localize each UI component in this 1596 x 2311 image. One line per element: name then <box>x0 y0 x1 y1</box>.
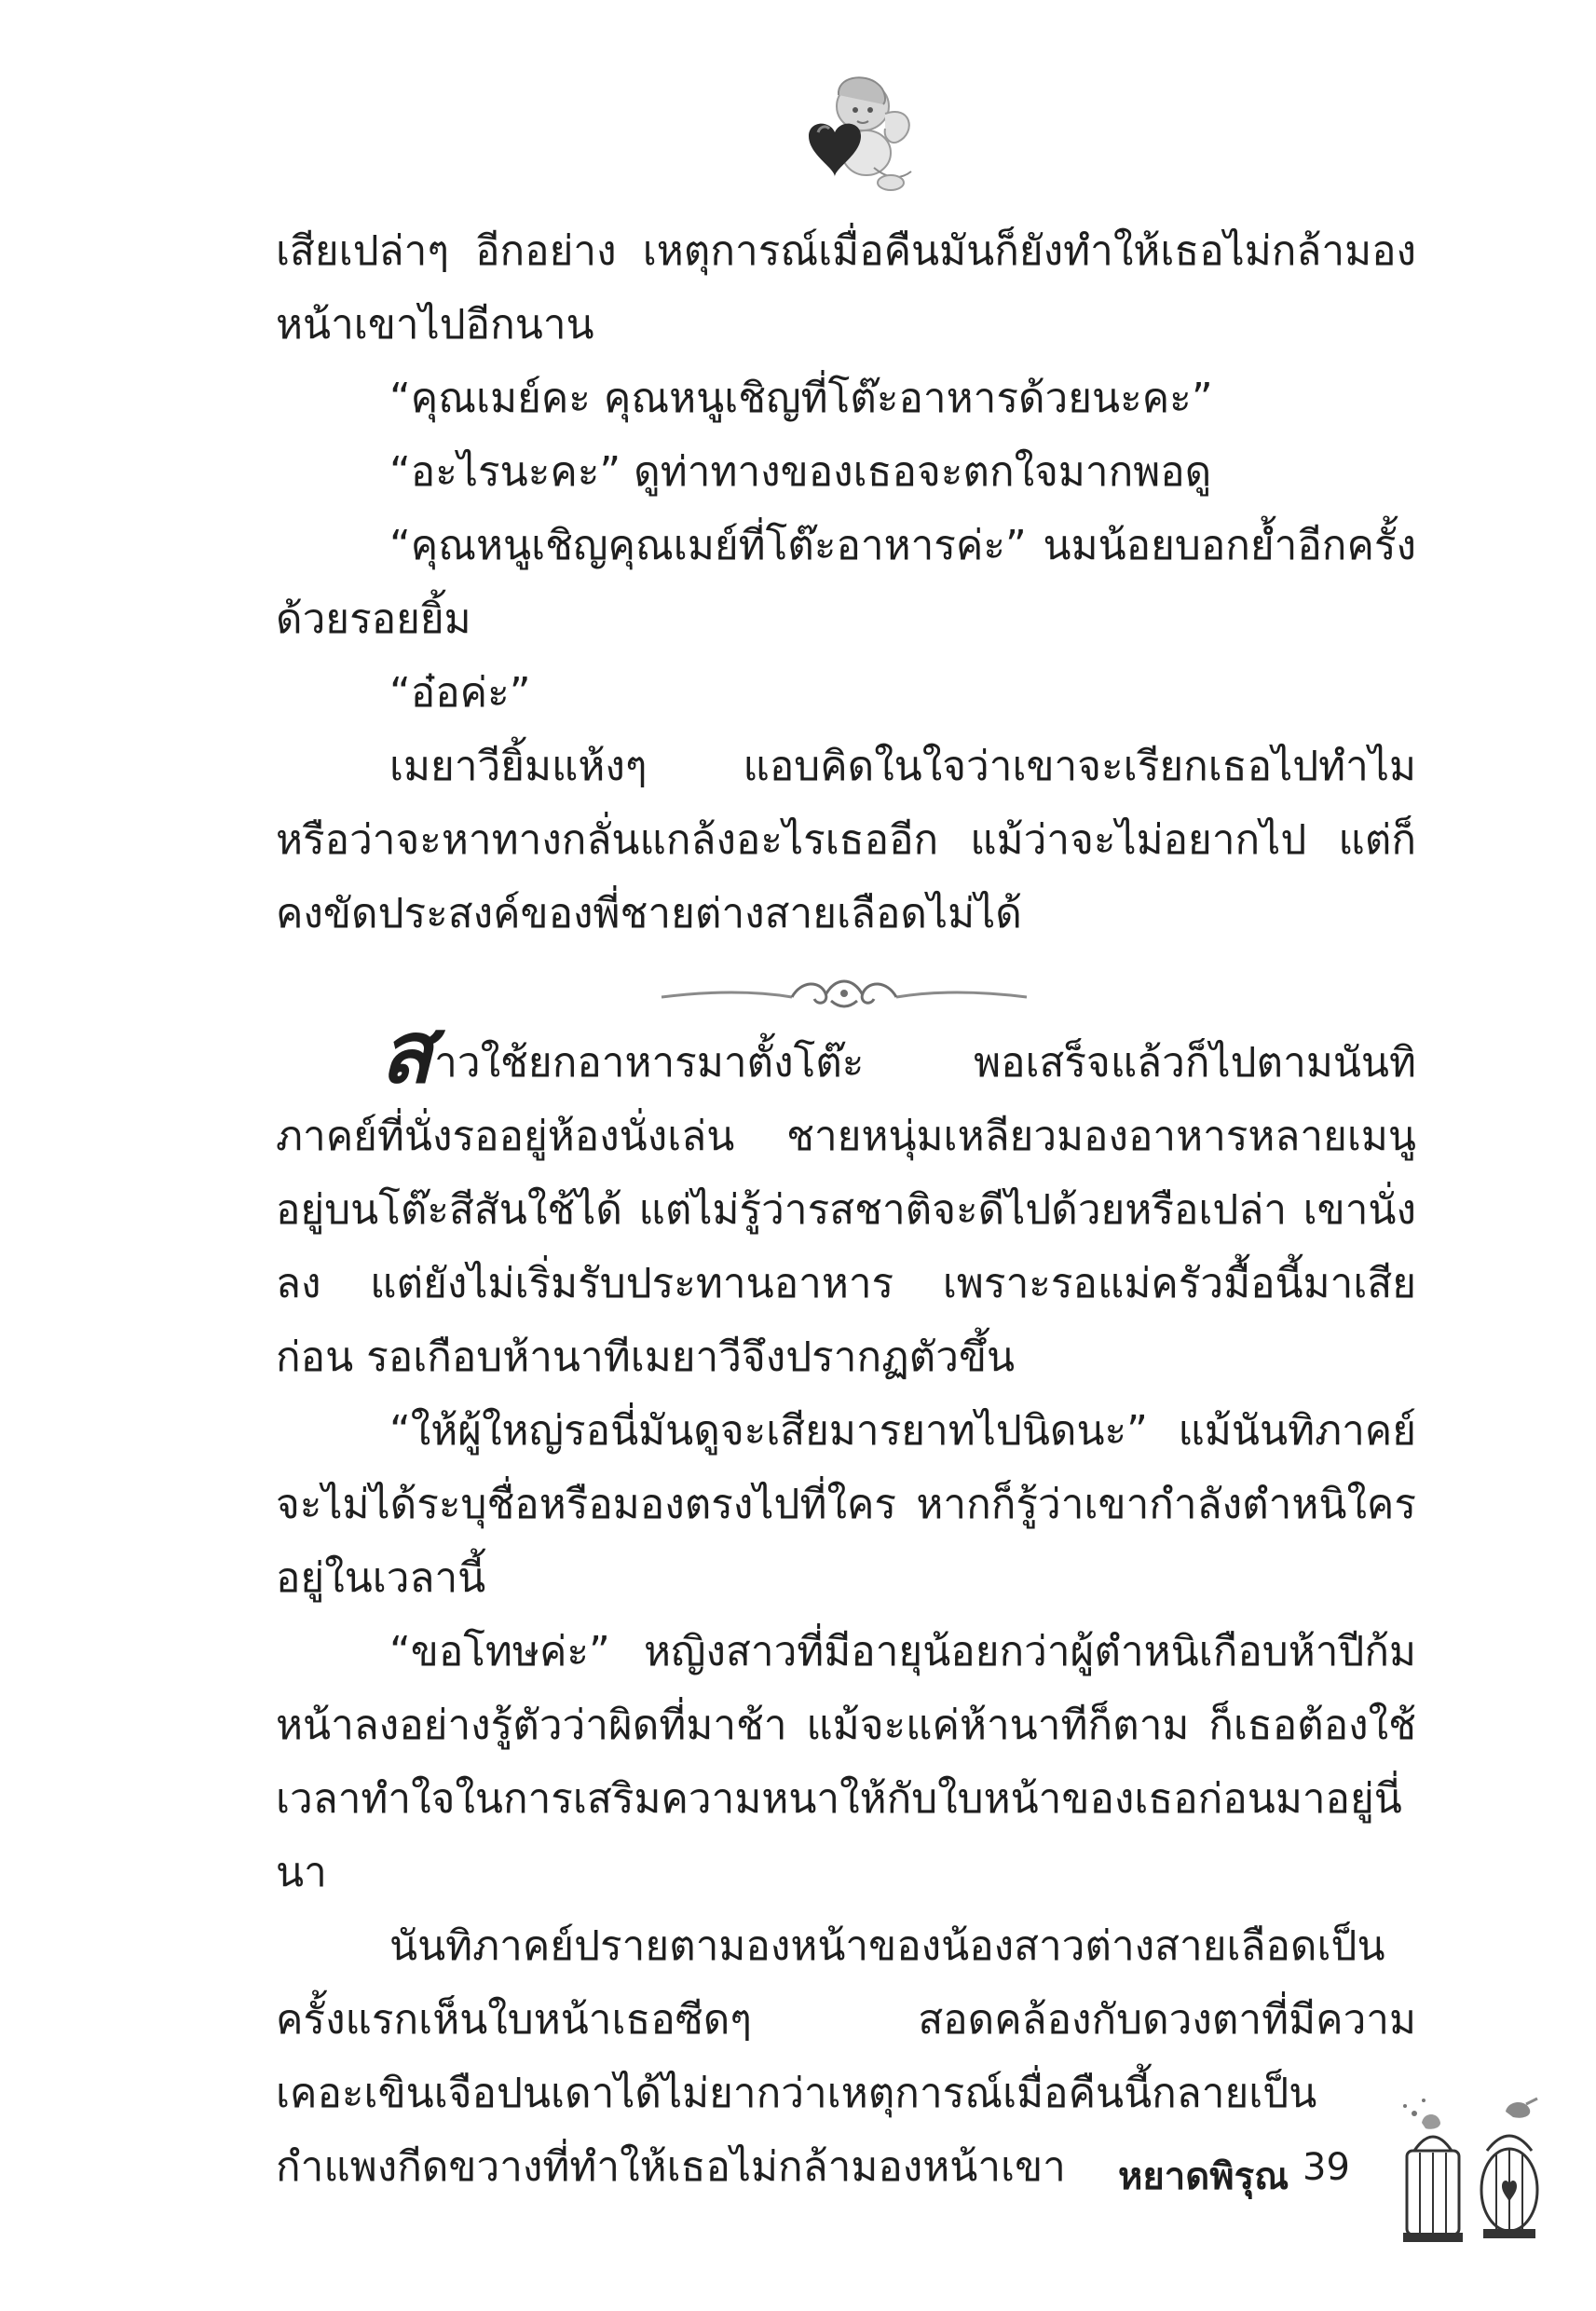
text-block-top <box>276 214 1416 950</box>
paragraph-with-dropcap <box>276 1003 1416 1394</box>
paragraph: “คุณหนูเชิญคุณเมย์ที่โต๊ะอาหารค่ะ” นมน้อยบอกย้ำอีกครั้งด้วยรอยยิ้ม <box>276 522 1416 643</box>
paragraph: “คุณเมย์คะ คุณหนูเชิญที่โต๊ะอาหารด้วยนะคะ” <box>389 375 1213 422</box>
paragraph: “อ๋อค่ะ” <box>389 669 531 717</box>
paragraph: เสียเปล่าๆ อีกอย่าง เหตุการณ์เมื่อคืนมันก็ยังทำให้เธอไม่กล้ามองหน้าเขาไปอีกนาน <box>276 227 1416 349</box>
page-number: 39 <box>1303 2146 1350 2189</box>
birdcage-icon <box>1386 2085 1554 2263</box>
paragraph-rest: าวใช้ยกอาหารมาตั้งโต๊ะ พอเสร็จแล้วก็ไปตามนันทิภาคย์ที่นั่งรออยู่ห้องนั่งเล่น ชายหนุ่มเหลียวมองอาหารหลายเมนูอยู่บนโต๊ะสีสันใช้ได้ แต่ไม่รู้ว่ารสชาติจะดีไปด้วยหรือเปล่า เขานั่งลง แต่ยังไม่เริ่มรับประทานอาหาร เพราะรอแม่ครัวมื้อนี้มาเสียก่อน รอเกือบห้านาทีเมยาวีจึงปรากฏตัวขึ้น <box>276 1039 1416 1381</box>
paragraph: เมยาวียิ้มแห้งๆ แอบคิดในใจว่าเขาจะเรียกเธอไปทำไม หรือว่าจะหาทางกลั่นแกล้งอะไรเธออีก แม้ว่าจะไม่อยากไป แต่ก็คงขัดประสงค์ของพี่ชายต่างสายเลือดไม่ได้ <box>276 743 1416 937</box>
flourish-divider-icon <box>652 969 1036 1021</box>
cupid-heart-icon <box>781 67 921 198</box>
footer-book-title: หยาดพิรุณ <box>1118 2155 1289 2198</box>
paragraph: “อะไรนะคะ” ดูท่าทางของเธอจะตกใจมากพอดู <box>389 448 1212 496</box>
drop-cap: ส <box>380 1003 433 1102</box>
paragraph: “ให้ผู้ใหญ่รอนี่มันดูจะเสียมารยาทไปนิดนะ” แม้นันทิภาคย์จะไม่ได้ระบุชื่อหรือมองตรงไปที่ใคร หากก็รู้ว่าเขากำลังตำหนิใครอยู่ในเวลานี้ <box>276 1407 1416 1602</box>
text-block-bottom <box>276 1003 1416 2204</box>
paragraph: “ขอโทษค่ะ” หญิงสาวที่มีอายุน้อยกว่าผู้ตำหนิเกือบห้าปีก้มหน้าลงอย่างรู้ตัวว่าผิดที่มาช้า แม้จะแค่ห้านาทีก็ตาม ก็เธอต้องใช้เวลาทำใจในการเสริมความหนาให้กับใบหน้าของเธอก่อนมาอยู่นี่นา <box>276 1628 1416 1896</box>
paragraph: นันทิภาคย์ปรายตามองหน้าของน้องสาวต่างสายเลือดเป็นครั้งแรกเห็นใบหน้าเธอซีดๆ สอดคล้องกับดวงตาที่มีความเคอะเขินเจือปนเดาได้ไม่ยากว่าเหตุการณ์เมื่อคืนนี้กลายเป็นกำแพงกีดขวางที่ทำให้เธอไม่กล้ามองหน้าเขา <box>276 1922 1416 2191</box>
